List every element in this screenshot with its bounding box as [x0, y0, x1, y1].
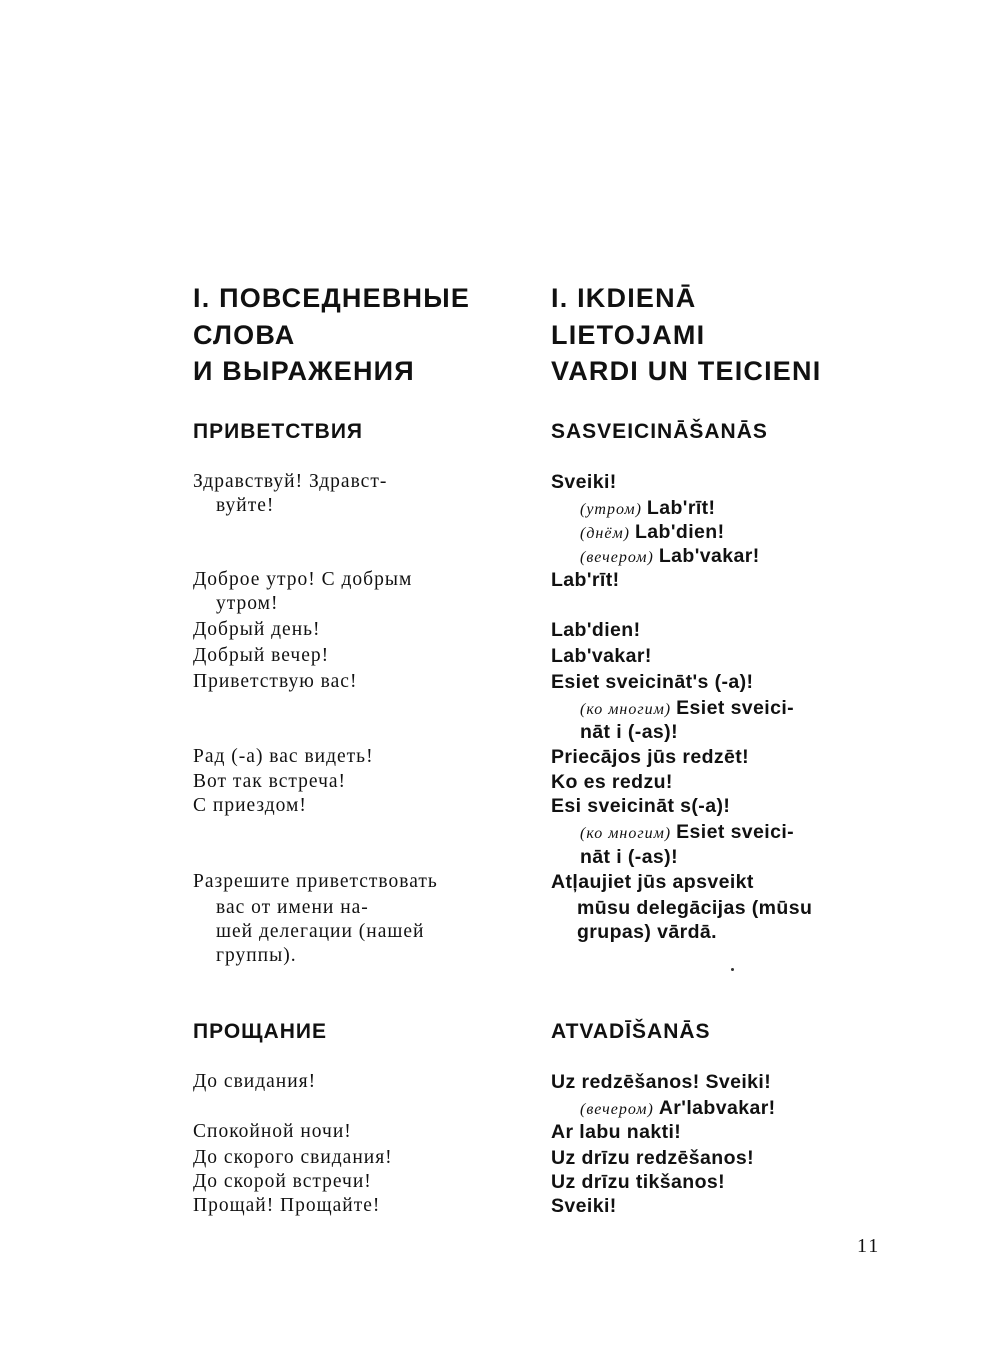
lv-phrase-text: Lab'dien! — [635, 521, 725, 543]
lv-usage-note: (днём) — [580, 525, 630, 542]
ru-phrase-line: До скорой встречи! — [193, 1171, 372, 1192]
lv-phrase-text: nāt i (-as)! — [580, 721, 678, 743]
ru-section-heading-farewell: ПРОЩАНИЕ — [193, 1020, 327, 1043]
lv-phrase-text: Lab'vakar! — [658, 545, 760, 567]
ru-phrase-line: Вот так встреча! — [193, 771, 347, 792]
lv-phrase-line — [551, 670, 891, 694]
ru-phrase-line: Разрешите приветствовать — [193, 871, 438, 892]
ru-phrase-line: Приветствую вас! — [193, 671, 358, 692]
lv-phrase-line — [551, 644, 891, 668]
ru-section-heading-greetings: ПРИВЕТСТВИЯ — [193, 420, 364, 443]
lv-phrase-text: Sveiki! — [551, 471, 617, 493]
lv-phrase-line — [580, 496, 920, 522]
ru-phrase-line: Прощай! Прощайте! — [193, 1195, 381, 1216]
lv-phrase-line — [551, 1194, 891, 1218]
lv-phrase-line — [551, 745, 891, 769]
lv-usage-note: (вечером) — [580, 549, 654, 566]
lv-section-heading-farewell: ATVADĪŠANĀS — [551, 1020, 711, 1043]
lv-phrase-text: mūsu delegācijas (mūsu — [577, 897, 813, 919]
lv-usage-note: (вечером) — [580, 1101, 654, 1118]
ru-phrase-line: вуйте! — [216, 495, 275, 516]
lv-phrase-text: Priecājos jūs redzēt! — [551, 746, 750, 768]
ru-title-line: I. ПОВСЕДНЕВНЫЕ — [193, 283, 471, 313]
ru-title-line: СЛОВА — [193, 319, 296, 350]
lv-section-heading-greetings: SASVEICINĀŠANĀS — [551, 420, 768, 443]
ru-phrase-line: Здравствуй! Здравст- — [193, 471, 388, 492]
lv-phrase-line — [577, 896, 917, 920]
lv-phrase-text: Lab'vakar! — [551, 645, 652, 667]
lv-title-line: I. IKDIENĀ — [551, 283, 697, 313]
lv-phrase-line — [580, 1096, 920, 1122]
lv-title-line: LIETOJAMI — [551, 319, 706, 350]
lv-phrase-text: Lab'dien! — [551, 619, 641, 641]
lv-chapter-title — [551, 280, 891, 390]
ru-phrase-line: вас от имени на- — [216, 897, 369, 918]
lv-phrase-text: grupas) vārdā. — [577, 921, 717, 943]
ru-phrase-line: шей делегации (нашей — [216, 921, 425, 942]
ru-phrase-line: С приездом! — [193, 795, 307, 816]
lv-phrase-text: Esiet sveicināt's (-a)! — [551, 671, 754, 693]
lv-phrase-line — [551, 1120, 891, 1144]
ru-phrase-line: Спокойной ночи! — [193, 1121, 352, 1142]
lv-usage-note: (ко многим) — [580, 701, 672, 718]
lv-phrase-text: Uz drīzu tikšanos! — [551, 1171, 726, 1193]
lv-phrase-text: Esiet sveici- — [676, 697, 795, 719]
ru-phrase-line: До свидания! — [193, 1071, 317, 1092]
ru-phrase-line: До скорого свидания! — [193, 1147, 393, 1168]
page-number: 11 — [857, 1235, 881, 1257]
lv-phrase-text: Uz drīzu redzēšanos! — [551, 1147, 755, 1169]
lv-usage-note: (утром) — [580, 501, 642, 518]
ru-phrase-line: утром! — [216, 593, 279, 614]
lv-phrase-line — [551, 1146, 891, 1170]
print-speck — [731, 968, 734, 971]
lv-phrase-line — [580, 720, 920, 744]
ru-phrase-line: Добрый вечер! — [193, 645, 330, 666]
lv-phrase-line — [580, 820, 920, 846]
lv-title-line: VARDI UN TEICIENI — [551, 356, 822, 386]
lv-phrase-line — [551, 1170, 891, 1194]
ru-phrase-line: группы). — [216, 945, 297, 966]
ru-phrase-line: Добрый день! — [193, 619, 321, 640]
ru-title-line: И ВЫРАЖЕНИЯ — [193, 356, 415, 386]
lv-phrase-text: Lab'rīt! — [551, 569, 620, 591]
lv-phrase-text: Esi sveicināt s(-a)! — [551, 795, 731, 817]
lv-phrase-text: Sveiki! — [551, 1195, 617, 1217]
lv-phrase-text: Lab'rīt! — [646, 497, 716, 519]
lv-phrase-line — [551, 870, 891, 894]
ru-chapter-title — [193, 280, 513, 390]
lv-phrase-line — [577, 920, 917, 944]
lv-phrase-text: Atļaujiet jūs apsveikt — [551, 871, 754, 893]
lv-phrase-text: Esiet sveici- — [676, 821, 795, 843]
lv-phrase-line — [580, 845, 920, 869]
lv-phrase-line — [580, 696, 920, 722]
lv-phrase-line — [551, 794, 891, 818]
lv-phrase-line — [551, 470, 891, 494]
lv-phrase-text: Ko es redzu! — [551, 771, 673, 793]
ru-phrase-line: Доброе утро! С добрым — [193, 569, 413, 590]
lv-usage-note: (ко многим) — [580, 825, 672, 842]
lv-phrase-line — [551, 770, 891, 794]
lv-phrase-text: Uz redzēšanos! Sveiki! — [551, 1071, 772, 1093]
lv-phrase-line — [580, 520, 920, 546]
lv-phrase-line — [551, 1070, 891, 1094]
lv-phrase-text: Ar'labvakar! — [658, 1097, 776, 1119]
lv-phrase-text: nāt i (-as)! — [580, 846, 678, 868]
lv-phrase-text: Ar labu nakti! — [551, 1121, 682, 1143]
lv-phrase-line — [551, 568, 891, 592]
lv-phrase-line — [551, 618, 891, 642]
ru-phrase-line: Рад (-а) вас видеть! — [193, 746, 374, 767]
lv-phrase-line — [580, 544, 920, 570]
